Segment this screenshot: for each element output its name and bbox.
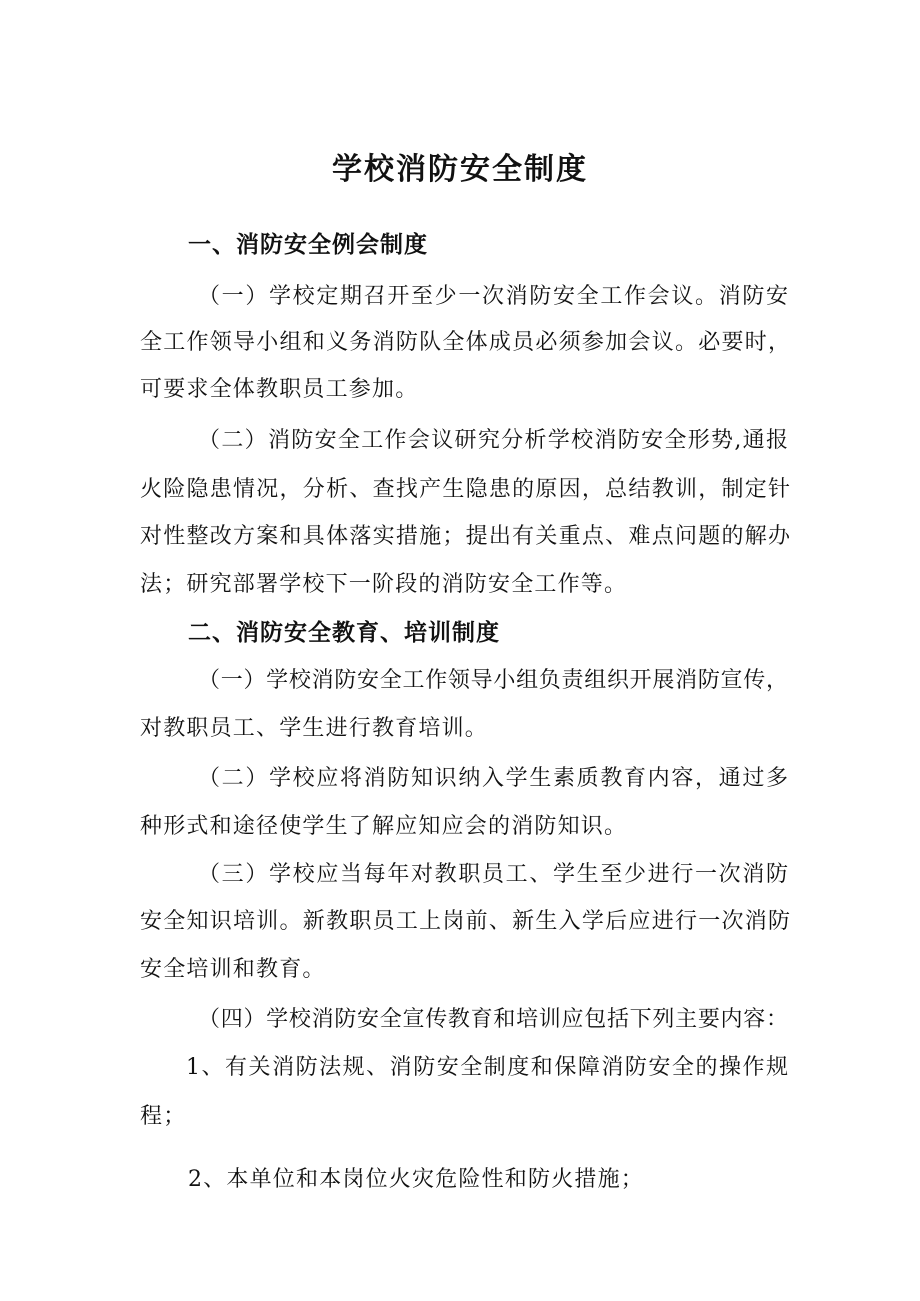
- section1-para1-line2: 全工作领导小组和义务消防队全体成员必须参加会议。必要时，: [140, 330, 790, 355]
- section2-para2-line2: 种形式和途径使学生了解应知应会的消防知识。: [140, 814, 628, 839]
- document-title: 学校消防安全制度: [332, 152, 588, 187]
- section1-para2-line1: （二）消防安全工作会议研究分析学校消防安全形势,通报: [198, 428, 788, 453]
- section2-para2-line1: （二）学校应将消防知识纳入学生素质教育内容，通过多: [198, 766, 788, 791]
- section2-para4-line1: （四）学校消防安全宣传教育和培训应包括下列主要内容：: [198, 1007, 788, 1032]
- section2-item1-line1: 1、有关消防法规、消防安全制度和保障消防安全的操作规: [186, 1055, 788, 1080]
- section1-heading: 一、消防安全例会制度: [188, 232, 428, 258]
- section2-heading: 二、消防安全教育、培训制度: [188, 620, 500, 646]
- section2-para3-line3: 安全培训和教育。: [140, 957, 326, 982]
- section2-para3-line1: （三）学校应当每年对教职员工、学生至少进行一次消防: [198, 862, 788, 887]
- section1-para2-line2: 火险隐患情况，分析、查找产生隐患的原因，总结教训，制定针: [140, 477, 790, 502]
- section2-item1-line2: 程；: [140, 1104, 187, 1129]
- section2-para1-line2: 对教职员工、学生进行教育培训。: [140, 716, 489, 741]
- section2-para3-line2: 安全知识培训。新教职员工上岗前、新生入学后应进行一次消防: [140, 909, 790, 934]
- section2-para1-line1: （一）学校消防安全工作领导小组负责组织开展消防宣传，: [198, 668, 788, 693]
- section1-para2-line3: 对性整改方案和具体落实措施；提出有关重点、难点问题的解办: [140, 524, 790, 549]
- section1-para1-line1: （一）学校定期召开至少一次消防安全工作会议。消防安: [198, 284, 788, 309]
- section2-item2-line1: 2、本单位和本岗位火灾危险性和防火措施；: [188, 1167, 644, 1192]
- section1-para2-line4: 法；研究部署学校下一阶段的消防安全工作等。: [140, 572, 628, 597]
- section1-para1-line3: 可要求全体教职员工参加。: [140, 377, 419, 402]
